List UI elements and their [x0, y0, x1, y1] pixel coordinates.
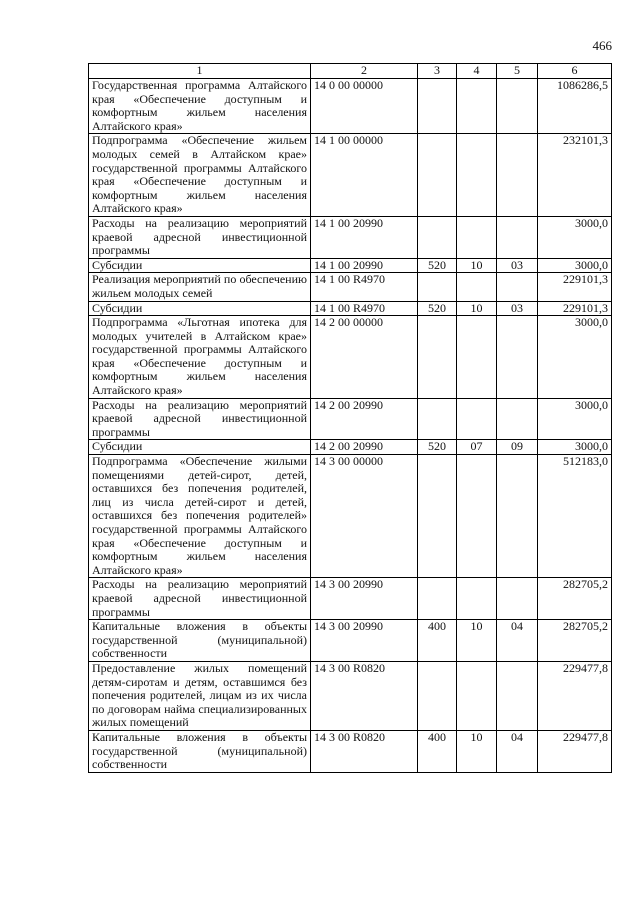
row-name: Расходы на реализацию мероприятий краевой адресной инвестиционной программы — [89, 398, 311, 440]
row-code: 14 3 00 20990 — [311, 620, 418, 662]
row-code: 14 1 00 00000 — [311, 134, 418, 217]
row-sum: 3000,0 — [538, 258, 612, 273]
row-col-5 — [497, 134, 538, 217]
header-col-5: 5 — [497, 64, 538, 79]
row-col-4 — [457, 134, 497, 217]
row-sum: 232101,3 — [538, 134, 612, 217]
header-col-3: 3 — [418, 64, 457, 79]
row-col-3 — [418, 134, 457, 217]
row-col-5 — [497, 79, 538, 134]
table-row — [89, 398, 612, 440]
table-row — [89, 440, 612, 455]
row-col-5 — [497, 398, 538, 440]
table-row — [89, 258, 612, 273]
table-body — [89, 79, 612, 773]
budget-table — [88, 63, 612, 773]
row-sum: 282705,2 — [538, 620, 612, 662]
table-row — [89, 273, 612, 301]
row-col-4 — [457, 273, 497, 301]
row-sum: 229101,3 — [538, 301, 612, 316]
table-row — [89, 134, 612, 217]
row-sum: 282705,2 — [538, 578, 612, 620]
header-col-4: 4 — [457, 64, 497, 79]
row-col-5: 09 — [497, 440, 538, 455]
row-sum: 3000,0 — [538, 216, 612, 258]
row-name: Предоставление жилых помещений детям-сиротам и детям, оставшимся без попечения родителей, лицам из их числа по договорам найма специализированных жилых помещений — [89, 661, 311, 730]
row-code: 14 0 00 00000 — [311, 79, 418, 134]
row-sum: 229101,3 — [538, 273, 612, 301]
row-sum: 3000,0 — [538, 440, 612, 455]
row-col-3 — [418, 273, 457, 301]
header-row — [89, 64, 612, 79]
row-col-3 — [418, 398, 457, 440]
row-code: 14 3 00 R0820 — [311, 661, 418, 730]
row-name: Реализация мероприятий по обеспечению жильем молодых семей — [89, 273, 311, 301]
row-code: 14 1 00 20990 — [311, 258, 418, 273]
row-col-5 — [497, 661, 538, 730]
row-col-4 — [457, 398, 497, 440]
row-name: Государственная программа Алтайского края «Обеспечение доступным и комфортным жильем населения Алтайского края» — [89, 79, 311, 134]
table-row — [89, 301, 612, 316]
table-row — [89, 578, 612, 620]
row-col-3: 520 — [418, 258, 457, 273]
row-col-5 — [497, 455, 538, 578]
row-code: 14 3 00 R0820 — [311, 730, 418, 772]
row-col-5: 04 — [497, 730, 538, 772]
row-name: Подпрограмма «Обеспечение жильем молодых семей в Алтайском крае» государственной программы Алтайского края «Обеспечение доступным и комфортным жильем населения Алтайского края» — [89, 134, 311, 217]
row-col-5 — [497, 578, 538, 620]
table-row — [89, 316, 612, 399]
row-col-3 — [418, 316, 457, 399]
header-col-1: 1 — [89, 64, 311, 79]
table-row — [89, 79, 612, 134]
row-col-4 — [457, 216, 497, 258]
row-col-3: 520 — [418, 301, 457, 316]
row-code: 14 3 00 00000 — [311, 455, 418, 578]
row-name: Капитальные вложения в объекты государственной (муниципальной) собственности — [89, 730, 311, 772]
row-code: 14 1 00 20990 — [311, 216, 418, 258]
header-col-6: 6 — [538, 64, 612, 79]
row-col-3 — [418, 661, 457, 730]
row-code: 14 2 00 20990 — [311, 440, 418, 455]
page-number: 466 — [592, 38, 612, 53]
table-row — [89, 661, 612, 730]
row-col-4: 10 — [457, 620, 497, 662]
row-name: Капитальные вложения в объекты государственной (муниципальной) собственности — [89, 620, 311, 662]
row-col-4: 10 — [457, 730, 497, 772]
header-col-2: 2 — [311, 64, 418, 79]
row-sum: 512183,0 — [538, 455, 612, 578]
row-sum: 3000,0 — [538, 316, 612, 399]
row-sum: 1086286,5 — [538, 79, 612, 134]
row-col-3 — [418, 455, 457, 578]
row-col-5: 04 — [497, 620, 538, 662]
row-code: 14 3 00 20990 — [311, 578, 418, 620]
row-sum: 3000,0 — [538, 398, 612, 440]
row-name: Субсидии — [89, 440, 311, 455]
row-col-3: 400 — [418, 620, 457, 662]
row-col-3 — [418, 79, 457, 134]
row-sum: 229477,8 — [538, 730, 612, 772]
row-code: 14 2 00 20990 — [311, 398, 418, 440]
row-name: Расходы на реализацию мероприятий краевой адресной инвестиционной программы — [89, 578, 311, 620]
row-col-5: 03 — [497, 301, 538, 316]
row-sum: 229477,8 — [538, 661, 612, 730]
row-code: 14 2 00 00000 — [311, 316, 418, 399]
row-col-3: 520 — [418, 440, 457, 455]
row-name: Подпрограмма «Льготная ипотека для молодых учителей в Алтайском крае» государственной программы Алтайского края «Обеспечение доступным и комфортным жильем населения Алтайского края» — [89, 316, 311, 399]
row-col-4 — [457, 316, 497, 399]
row-col-5 — [497, 273, 538, 301]
row-col-4 — [457, 661, 497, 730]
table-row — [89, 620, 612, 662]
row-col-3 — [418, 216, 457, 258]
row-col-4: 10 — [457, 258, 497, 273]
row-col-4 — [457, 455, 497, 578]
table-row — [89, 730, 612, 772]
row-col-3: 400 — [418, 730, 457, 772]
row-name: Субсидии — [89, 301, 311, 316]
row-col-4 — [457, 79, 497, 134]
row-name: Субсидии — [89, 258, 311, 273]
row-col-5 — [497, 316, 538, 399]
row-name: Расходы на реализацию мероприятий краевой адресной инвестиционной программы — [89, 216, 311, 258]
row-col-5 — [497, 216, 538, 258]
row-col-3 — [418, 578, 457, 620]
row-name: Подпрограмма «Обеспечение жилыми помещениями детей-сирот, детей, оставшихся без попечения родителей, лиц из числа детей-сирот и детей, оставшихся без попечения родителей» государственной программы Алтайского края «Обеспечение доступным и комфортным жильем населения Алтайского края» — [89, 455, 311, 578]
table-row — [89, 455, 612, 578]
row-col-4: 10 — [457, 301, 497, 316]
table-row — [89, 216, 612, 258]
row-code: 14 1 00 R4970 — [311, 301, 418, 316]
row-col-5: 03 — [497, 258, 538, 273]
row-code: 14 1 00 R4970 — [311, 273, 418, 301]
row-col-4 — [457, 578, 497, 620]
row-col-4: 07 — [457, 440, 497, 455]
